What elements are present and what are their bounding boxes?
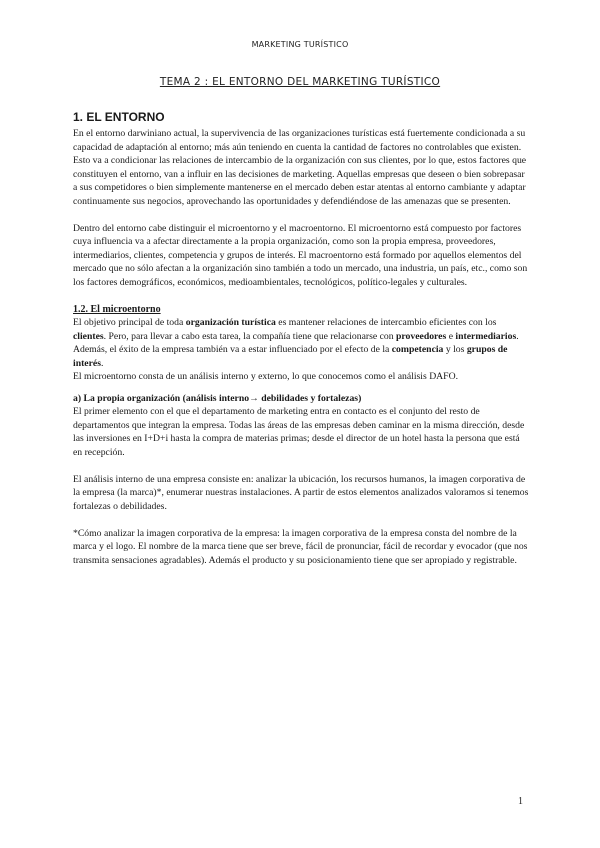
- page-number: 1: [518, 796, 523, 807]
- document-body: [73, 110, 531, 567]
- paragraph-microentorno-2: El microentorno consta de un análisis interno y externo, lo que conocemos como el análisis DAFO.: [73, 371, 458, 382]
- document-title: TEMA 2 : EL ENTORNO DEL MARKETING TURÍSTICO: [159, 76, 441, 88]
- section-heading-propia-organizacion: a) La propia organización (análisis interno→ debilidades y fortalezas): [73, 392, 362, 404]
- paragraph-microentorno-1: El objetivo principal de toda organización turística es mantener relaciones de intercambio eficientes con los clientes. Pero, para llevar a cabo esta tarea, la compañía tiene que relacionarse con proveedores e intermediarios. Además, el éxito de la empresa también va a estar influenciado por el efecto de la competencia y los grupos de interés.: [73, 317, 519, 369]
- section-heading-microentorno: 1.2. El microentorno: [73, 303, 161, 315]
- paragraph-organizacion-3: *Cómo analizar la imagen corporativa de la empresa: la imagen corporativa de la empresa consta del nombre de la marca y el logo. El nombre de la marca tiene que ser breve, fácil de pronunciar, fácil de recordar y evocador (que nos transmita sensaciones agradables). Además el producto y su posicionamiento tiene que ser apropiado y registrable.: [73, 527, 528, 566]
- paragraph-entorno-1: En el entorno darwiniano actual, la supervivencia de las organizaciones turísticas está fuertemente condicionada a su capacidad de adaptación al entorno; más aún teniendo en cuenta la cantidad de factores no controlables que existen. Esto va a condicionar las relaciones de intercambio de la organización con sus clientes, por lo que, estos factores que constituyen el entorno, van a influir en las decisiones de marketing. Aquellas empresas que deseen o bien sobrepasar a sus competidores o bien simplemente mantenerse en el mercado deben estar atentas al entorno cambiante y adaptar continuamente sus negocios, aprovechando las oportunidades y defendiéndose de las amenazas que se presenten.: [73, 128, 527, 207]
- paragraph-entorno-2: Dentro del entorno cabe distinguir el microentorno y el macroentorno. El microentorno está compuesto por factores cuya influencia va a afectar directamente a la propia organización, como son la propia empresa, proveedores, intermediarios, clientes, competencia y grupos de interés. El macroentorno está formado por aquellos elementos del mercado que no sólo afectan a la organización sino también a todo un mercado, una industria, un país, etc., como son los factores demográficos, económicos, medioambientales, tecnológicos, político-legales y culturales.: [73, 222, 528, 288]
- running-header: MARKETING TURÍSTICO: [251, 40, 349, 49]
- paragraph-organizacion-1: El primer elemento con el que el departamento de marketing entra en contacto es el conjunto del resto de departamentos que integran la empresa. Todas las áreas de las empresas deben caminar en la misma dirección, desde las inversiones en I+D+i hasta la compra de materias primas; desde el director de un hotel hasta la persona que está en recepción.: [73, 406, 525, 458]
- paragraph-organizacion-2: El análisis interno de una empresa consiste en: analizar la ubicación, los recursos humanos, la imagen corporativa de la empresa (la marca)*, enumerar nuestras instalaciones. A partir de estos elementos analizados valoramos si tenemos fortalezas o debilidades.: [73, 473, 529, 512]
- section-heading-entorno: 1. EL ENTORNO: [73, 110, 165, 124]
